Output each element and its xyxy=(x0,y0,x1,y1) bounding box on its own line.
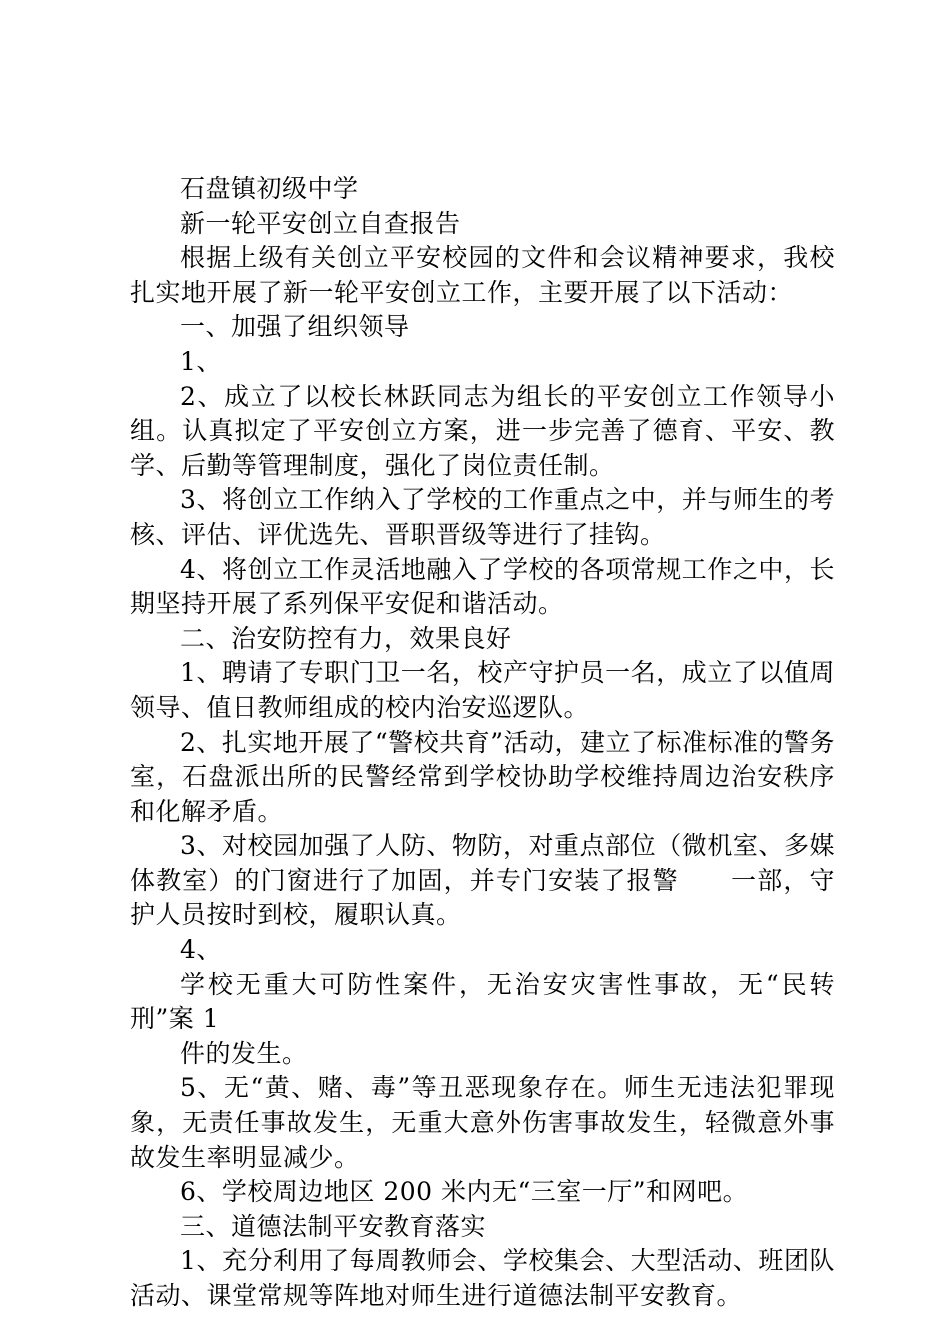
section-3-item-1: 1、充分利用了每周教师会、学校集会、大型活动、班团队活动、课堂常规等阵地对师生进行道德法制平安教育。 xyxy=(130,1246,835,1310)
section-2-item-4-end: 件的发生。 xyxy=(180,1038,308,1068)
report-title: 新一轮平安创立自查报告 xyxy=(180,208,461,238)
section-2-heading: 二、治安防控有力，效果良好 xyxy=(180,623,512,653)
document-body xyxy=(130,172,835,1314)
section-1-item-2: 2、成立了以校长林跃同志为组长的平安创立工作领导小组。认真拟定了平安创立方案，进一步完善了德育、平安、教学、后勤等管理制度，强化了岗位责任制。 xyxy=(130,381,835,480)
section-1-item-1: 1、 xyxy=(180,346,222,376)
section-2-item-1: 1、聘请了专职门卫一名，校产守护员一名，成立了以值周领导、值日教师组成的校内治安巡逻队。 xyxy=(130,658,835,722)
section-2-item-5: 5、无“黄、赌、毒”等丑恶现象存在。师生无违法犯罪现象，无责任事故发生，无重大意外伤害事故发生，轻微意外事故发生率明显减少。 xyxy=(130,1073,835,1172)
section-2-item-2: 2、扎实地开展了“警校共育”活动，建立了标准标准的警务室，石盘派出所的民警经常到学校协助学校维持周边治安秩序和化解矛盾。 xyxy=(130,727,835,826)
section-1-item-3: 3、将创立工作纳入了学校的工作重点之中，并与师生的考核、评估、评优选先、晋职晋级等进行了挂钩。 xyxy=(130,485,835,549)
intro-paragraph: 根据上级有关创立平安校园的文件和会议精神要求，我校扎实地开展了新一轮平安创立工作，主要开展了以下活动： xyxy=(130,243,835,307)
section-2-item-4-text: 学校无重大可防性案件，无治安灾害性事故，无“民转刑”案 1 xyxy=(130,969,835,1034)
section-1-item-4: 4、将创立工作灵活地融入了学校的各项常规工作之中，长期坚持开展了系列保平安促和谐活动。 xyxy=(130,554,835,619)
section-2-item-4: 4、 xyxy=(180,935,222,965)
section-1-heading: 一、加强了组织领导 xyxy=(180,312,410,342)
section-2-item-6: 6、学校周边地区 200 米内无“三室一厅”和网吧。 xyxy=(180,1177,749,1207)
school-name: 石盘镇初级中学 xyxy=(180,174,359,203)
section-3-heading: 三、道德法制平安教育落实 xyxy=(180,1211,487,1241)
section-2-item-3: 3、对校园加强了人防、物防，对重点部位（微机室、多媒体教室）的门窗进行了加固，并专门安装了报警 一部，守护人员按时到校，履职认真。 xyxy=(130,831,835,930)
